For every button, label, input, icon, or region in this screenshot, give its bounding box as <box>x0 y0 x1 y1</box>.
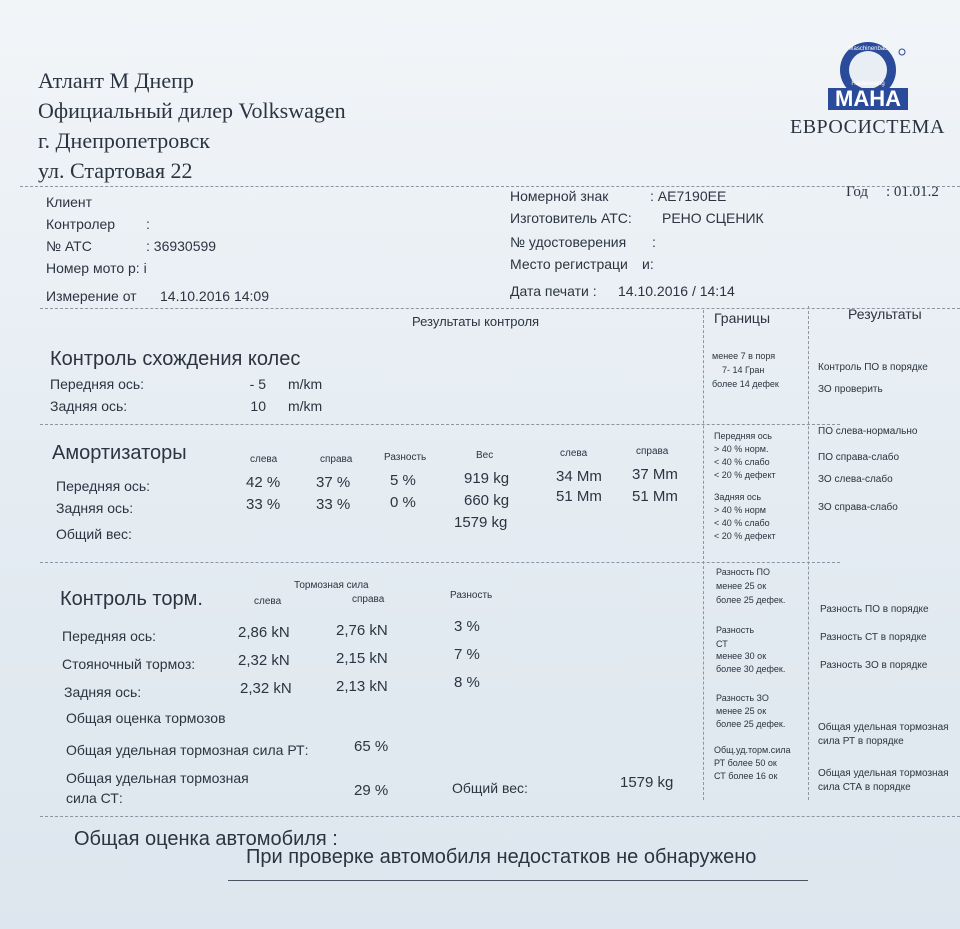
summary-title: Общая оценка автомобиля : <box>74 828 338 850</box>
shocks-rear-label: Задняя ось: <box>56 500 134 516</box>
dealer-city: г. Днепропетровск <box>38 128 210 153</box>
brakes-limit: менее 25 ок <box>716 706 767 716</box>
dealer-name: Атлант М Днепр <box>38 68 194 93</box>
brakes-rear-diff: 8 % <box>454 674 480 691</box>
alignment-rear-value: 10 <box>250 398 266 414</box>
reg-value: и: <box>642 256 654 272</box>
measure-value: 14.10.2016 14:09 <box>160 288 269 304</box>
shocks-limit: < 20 % дефект <box>714 531 776 541</box>
shocks-result: ЗО справа-слабо <box>818 502 898 513</box>
brakes-result: сила СТА в порядке <box>818 782 911 793</box>
brakes-col-left: слева <box>254 596 282 607</box>
brakes-specific-st-label: сила СТ: <box>66 790 123 806</box>
brakes-total-value: 1579 kg <box>620 774 674 791</box>
year-label: Год <box>846 184 869 200</box>
ats-label: № АТС <box>46 238 92 254</box>
brakes-limit: менее 25 ок <box>716 581 767 591</box>
svg-text:Maschinenbau: Maschinenbau <box>848 46 888 52</box>
shocks-front-diff: 5 % <box>390 472 416 489</box>
shocks-rear-diff: 0 % <box>390 494 416 511</box>
svg-text:Haldenwang: Haldenwang <box>851 81 885 87</box>
results-header: Результаты <box>848 306 922 322</box>
brakes-result: Общая удельная тормозная <box>818 722 949 733</box>
shocks-col-left2: слева <box>560 448 588 459</box>
brakes-specific-st-value: 29 % <box>354 782 389 799</box>
brakes-limit: менее 30 ок <box>716 651 767 661</box>
shocks-col-diff: Разность <box>384 452 427 463</box>
maha-brand-text: MAHA <box>835 86 901 111</box>
brakes-overall-label: Общая оценка тормозов <box>66 710 226 726</box>
brakes-result: Разность СТ в порядке <box>820 632 927 643</box>
shocks-limit: > 40 % норм <box>714 505 766 515</box>
shocks-result: ПО справа-слабо <box>818 452 900 463</box>
brakes-parking-label: Стояночный тормоз: <box>62 656 196 672</box>
brakes-front-left: 2,86 kN <box>238 624 290 641</box>
brakes-result: Разность ЗО в порядке <box>820 660 928 671</box>
brakes-limit: более 25 дефек. <box>716 595 786 605</box>
shocks-col-right: справа <box>320 454 353 465</box>
print-label: Дата печати : <box>510 283 597 299</box>
print-value: 14.10.2016 / 14:14 <box>618 283 735 299</box>
brakes-specific-rt-label: Общая удельная тормозная сила РТ: <box>66 742 309 758</box>
shocks-result: ПО слева-нормально <box>818 426 918 437</box>
alignment-title: Контроль схождения колес <box>50 348 301 370</box>
shocks-limit: Задняя ось <box>714 492 762 502</box>
shocks-limit: > 40 % норм. <box>714 444 769 454</box>
brakes-front-label: Передняя ось: <box>62 628 157 644</box>
brakes-rear-right: 2,13 kN <box>336 678 388 695</box>
brakes-parking-right: 2,15 kN <box>336 650 388 667</box>
shocks-rear-right2: 51 Mm <box>632 488 678 505</box>
shocks-total-label: Общий вес: <box>56 526 132 542</box>
brakes-limit: Разность <box>716 625 755 635</box>
shocks-result: ЗО слева-слабо <box>818 474 893 485</box>
brakes-specific-st-label: Общая удельная тормозная <box>66 770 249 786</box>
alignment-rear-unit: m/km <box>288 398 323 414</box>
brakes-limit: более 30 дефек. <box>716 664 786 674</box>
brakes-parking-diff: 7 % <box>454 646 480 663</box>
shocks-front-left2: 34 Mm <box>556 468 602 485</box>
brakes-result: Разность ПО в порядке <box>820 604 929 615</box>
client-label: Клиент <box>46 194 93 210</box>
alignment-result: ЗО проверить <box>818 384 883 395</box>
brakes-parking-left: 2,32 kN <box>238 652 290 669</box>
brakes-result: Общая удельная тормозная <box>818 768 949 779</box>
shocks-col-right2: справа <box>636 446 669 457</box>
brakes-force-label: Тормозная сила <box>294 580 369 591</box>
shocks-limit: < 40 % слабо <box>714 457 770 467</box>
shocks-front-right2: 37 Mm <box>632 466 678 483</box>
alignment-front-unit: m/km <box>288 376 323 392</box>
motor-label: Номер мото <box>46 260 125 276</box>
alignment-rear-label: Задняя ось: <box>50 398 128 414</box>
results-control-header: Результаты контроля <box>412 314 540 329</box>
year-value: : 01.01.2 <box>886 184 939 200</box>
dealer-street: ул. Стартовая 22 <box>38 158 193 183</box>
alignment-result: Контроль ПО в порядке <box>818 362 928 373</box>
summary-verdict: При проверке автомобиля недостатков не обнаружено <box>246 846 757 868</box>
shocks-limit: < 20 % дефект <box>714 470 776 480</box>
alignment-front-label: Передняя ось: <box>50 376 145 392</box>
alignment-limit: менее 7 в поря <box>712 351 776 361</box>
measure-label: Измерение от <box>46 288 137 304</box>
alignment-limit: более 14 дефек <box>712 379 779 389</box>
controller-label: Контролер <box>46 216 116 232</box>
brakes-limit: Разность ЗО <box>716 693 769 703</box>
shocks-col-left: слева <box>250 454 278 465</box>
maker-value: РЕНО СЦЕНИК <box>662 210 764 226</box>
brakes-rear-label: Задняя ось: <box>64 684 142 700</box>
maker-label: Изготовитель АТС: <box>510 210 632 226</box>
shocks-title: Амортизаторы <box>52 442 187 464</box>
brakes-limit: более 25 дефек. <box>716 719 786 729</box>
maha-logo <box>822 38 914 114</box>
ats-value: : 36930599 <box>146 238 217 254</box>
brakes-limit: РТ более 50 ок <box>714 758 777 768</box>
brakes-rear-left: 2,32 kN <box>240 680 292 697</box>
shocks-limit: Передняя ось <box>714 431 772 441</box>
shocks-rear-weight: 660 kg <box>464 492 510 509</box>
reg-label: Место регистраци <box>510 256 628 272</box>
brakes-result: сила РТ в порядке <box>818 736 904 747</box>
shocks-front-left: 42 % <box>246 474 281 491</box>
brakes-total-label: Общий вес: <box>452 780 528 796</box>
cert-label: № удостоверения <box>510 234 627 250</box>
shocks-rear-left2: 51 Mm <box>556 488 602 505</box>
alignment-front-value: - 5 <box>249 376 266 392</box>
shocks-rear-left: 33 % <box>246 496 281 513</box>
controller-value: : <box>146 216 150 232</box>
logo-subtitle: ЕВРОСИСТЕМА <box>790 116 945 138</box>
brakes-title: Контроль торм. <box>60 588 203 610</box>
brakes-limit: СТ более 16 ок <box>714 771 778 781</box>
limits-header: Границы <box>714 310 770 326</box>
dealer-type: Официальный дилер Volkswagen <box>38 98 346 123</box>
plate-value: : АЕ7190ЕЕ <box>650 188 727 204</box>
shocks-col-weight: Вес <box>476 450 494 461</box>
shocks-front-weight: 919 kg <box>464 470 510 487</box>
shocks-front-label: Передняя ось: <box>56 478 151 494</box>
brakes-limit: Разность ПО <box>716 567 770 577</box>
brakes-limit: Общ.уд.торм.сила <box>714 745 791 755</box>
plate-label: Номерной знак <box>510 188 609 204</box>
brakes-specific-rt-value: 65 % <box>354 738 389 755</box>
brakes-col-right: справа <box>352 594 385 605</box>
motor-value: р: і <box>128 260 147 276</box>
shocks-rear-right: 33 % <box>316 496 351 513</box>
shocks-total-value: 1579 kg <box>454 514 508 531</box>
shocks-limit: < 40 % слабо <box>714 518 770 528</box>
shocks-front-right: 37 % <box>316 474 351 491</box>
brakes-front-right: 2,76 kN <box>336 622 388 639</box>
cert-value: : <box>652 234 656 250</box>
brakes-front-diff: 3 % <box>454 618 480 635</box>
brakes-limit: СТ <box>716 639 728 649</box>
alignment-limit: 7- 14 Гран <box>722 365 765 375</box>
brakes-col-diff: Разность <box>450 590 493 601</box>
